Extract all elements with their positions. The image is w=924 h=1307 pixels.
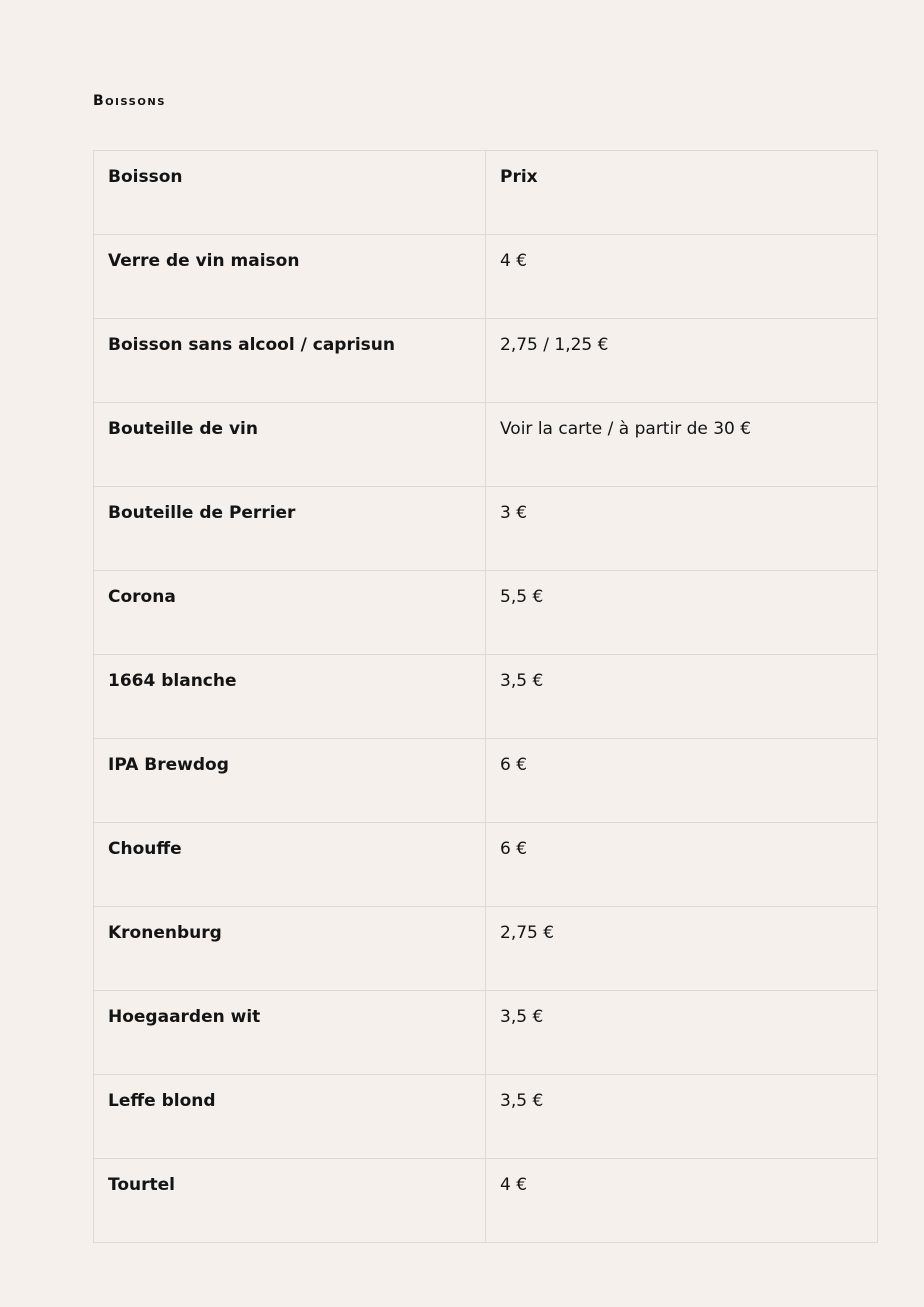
table-row bbox=[94, 991, 878, 1075]
drink-name: Hoegaarden wit bbox=[94, 991, 486, 1075]
drink-price: 2,75 € bbox=[486, 907, 878, 991]
drink-name: Chouffe bbox=[94, 823, 486, 907]
drinks-price-table bbox=[93, 150, 878, 1243]
table-header-row bbox=[94, 151, 878, 235]
table-row bbox=[94, 235, 878, 319]
column-header-prix: Prix bbox=[486, 151, 878, 235]
column-header-boisson: Boisson bbox=[94, 151, 486, 235]
drink-name: 1664 blanche bbox=[94, 655, 486, 739]
section-heading: Boissons bbox=[93, 93, 166, 109]
drink-price: 3 € bbox=[486, 487, 878, 571]
drink-price: 6 € bbox=[486, 823, 878, 907]
table-row bbox=[94, 319, 878, 403]
drink-price: 3,5 € bbox=[486, 655, 878, 739]
drink-price: 4 € bbox=[486, 1159, 878, 1243]
table-row bbox=[94, 571, 878, 655]
table-row bbox=[94, 487, 878, 571]
drink-name: Verre de vin maison bbox=[94, 235, 486, 319]
drink-name: Corona bbox=[94, 571, 486, 655]
drink-price: 4 € bbox=[486, 235, 878, 319]
drink-price: 3,5 € bbox=[486, 991, 878, 1075]
drink-price: 6 € bbox=[486, 739, 878, 823]
drink-name: Kronenburg bbox=[94, 907, 486, 991]
drink-name: Boisson sans alcool / caprisun bbox=[94, 319, 486, 403]
drink-price: 2,75 / 1,25 € bbox=[486, 319, 878, 403]
table-row bbox=[94, 1075, 878, 1159]
table-row bbox=[94, 907, 878, 991]
table-row bbox=[94, 739, 878, 823]
drink-price: 5,5 € bbox=[486, 571, 878, 655]
drink-name: Bouteille de vin bbox=[94, 403, 486, 487]
drink-name: IPA Brewdog bbox=[94, 739, 486, 823]
table-row bbox=[94, 823, 878, 907]
drink-name: Bouteille de Perrier bbox=[94, 487, 486, 571]
drink-price: Voir la carte / à partir de 30 € bbox=[486, 403, 878, 487]
table-row bbox=[94, 1159, 878, 1243]
table-row bbox=[94, 655, 878, 739]
drink-price: 3,5 € bbox=[486, 1075, 878, 1159]
table-row bbox=[94, 403, 878, 487]
drink-name: Leffe blond bbox=[94, 1075, 486, 1159]
drink-name: Tourtel bbox=[94, 1159, 486, 1243]
